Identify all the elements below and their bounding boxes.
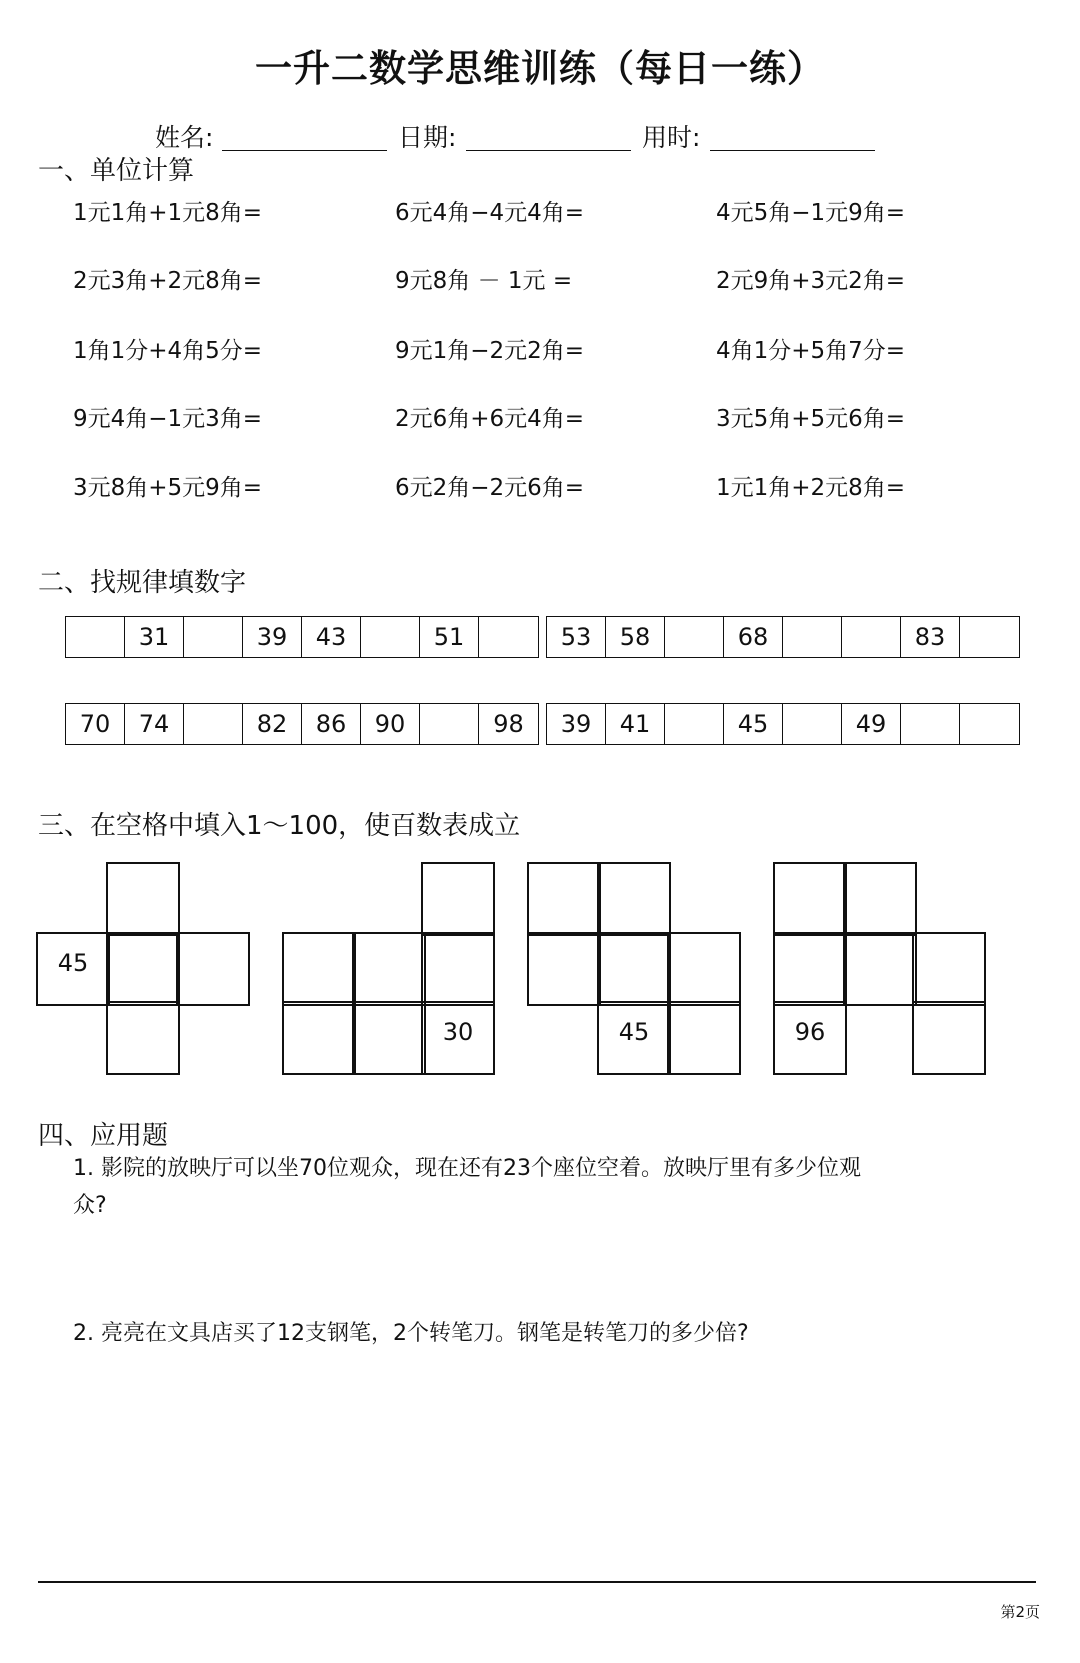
- sequence-cell[interactable]: [665, 617, 724, 657]
- calc-problem: 2元9角+3元2角=: [716, 268, 906, 294]
- section4-heading: 四、应用题: [38, 1121, 169, 1151]
- footer-divider: [38, 1581, 1036, 1583]
- calc-problem: 4角1分+5角7分=: [716, 338, 906, 364]
- sequence-cell[interactable]: 39: [547, 704, 606, 744]
- sequence-cell[interactable]: 82: [243, 704, 302, 744]
- question-1-line2: 众?: [73, 1193, 107, 1218]
- blank-cell[interactable]: [912, 1001, 986, 1075]
- blank-cell[interactable]: [912, 932, 986, 1006]
- sequence-cell[interactable]: [184, 704, 243, 744]
- blank-cell[interactable]: [106, 932, 180, 1006]
- blank-cell[interactable]: [843, 932, 917, 1006]
- calc-problem: 9元4角−1元3角=: [73, 406, 263, 432]
- blank-cell[interactable]: [597, 862, 671, 936]
- name-blank[interactable]: [222, 150, 387, 151]
- blank-cell[interactable]: [527, 862, 601, 936]
- sequence-cell[interactable]: 43: [302, 617, 361, 657]
- blank-cell[interactable]: [106, 862, 180, 936]
- sequence-cell[interactable]: [361, 617, 420, 657]
- sequence-cell[interactable]: [783, 704, 842, 744]
- blank-cell[interactable]: [773, 932, 847, 1006]
- blank-cell[interactable]: [352, 932, 426, 1006]
- sequence-cell[interactable]: [66, 617, 125, 657]
- blank-cell[interactable]: [106, 1001, 180, 1075]
- sequence-cell[interactable]: 31: [125, 617, 184, 657]
- sequence-cell[interactable]: 98: [493, 710, 524, 738]
- time-label: 用时:: [642, 123, 701, 152]
- name-label: 姓名:: [155, 123, 214, 152]
- blank-cell[interactable]: [176, 932, 250, 1006]
- blank-cell[interactable]: [773, 862, 847, 936]
- sequence-cell[interactable]: 68: [724, 617, 783, 657]
- section1-heading: 一、单位计算: [38, 156, 195, 186]
- calc-problem: 4元5角−1元9角=: [716, 200, 906, 226]
- blank-cell[interactable]: [597, 932, 671, 1006]
- number-sequence: [65, 703, 539, 745]
- calc-problem: 2元6角+6元4角=: [395, 406, 585, 432]
- blank-cell[interactable]: [667, 1001, 741, 1075]
- calc-problem: 1元1角+2元8角=: [716, 475, 906, 501]
- blank-cell[interactable]: [421, 862, 495, 936]
- calc-problem: 2元3角+2元8角=: [73, 268, 263, 294]
- calc-problem: 9元1角−2元2角=: [395, 338, 585, 364]
- number-sequence: [546, 616, 1020, 658]
- sequence-cell[interactable]: 49: [842, 704, 901, 744]
- blank-cell[interactable]: [843, 862, 917, 936]
- sequence-cell[interactable]: [184, 617, 243, 657]
- sequence-cell[interactable]: [901, 704, 960, 744]
- question-1-line1: 1. 影院的放映厅可以坐70位观众，现在还有23个座位空着。放映厅里有多少位观: [73, 1156, 861, 1181]
- calc-problem: 1元1角+1元8角=: [73, 200, 263, 226]
- calc-problem: 9元8角 － 1元 =: [395, 268, 573, 294]
- date-label: 日期:: [398, 123, 457, 152]
- given-number-cell: 30: [421, 1001, 495, 1075]
- sequence-cell[interactable]: [842, 617, 901, 657]
- blank-cell[interactable]: [282, 1001, 356, 1075]
- calc-problem: 6元2角−2元6角=: [395, 475, 585, 501]
- blank-cell[interactable]: [527, 932, 601, 1006]
- section3-heading: 三、在空格中填入1～100，使百数表成立: [38, 811, 521, 841]
- sequence-cell[interactable]: [420, 704, 479, 744]
- blank-cell[interactable]: [352, 1001, 426, 1075]
- given-number-cell: 45: [36, 932, 110, 1006]
- sequence-cell[interactable]: 41: [606, 704, 665, 744]
- sequence-cell[interactable]: 86: [302, 704, 361, 744]
- sequence-cell[interactable]: 39: [243, 617, 302, 657]
- number-sequence: [546, 703, 1020, 745]
- time-blank[interactable]: [710, 150, 875, 151]
- section2-heading: 二、找规律填数字: [38, 568, 247, 598]
- worksheet-title: 一升二数学思维训练（每日一练）: [255, 47, 825, 90]
- blank-cell[interactable]: [421, 932, 495, 1006]
- sequence-cell[interactable]: 45: [724, 704, 783, 744]
- sequence-cell[interactable]: [783, 617, 842, 657]
- given-number-cell: 45: [597, 1001, 671, 1075]
- sequence-cell[interactable]: 58: [606, 617, 665, 657]
- given-number-cell: 96: [773, 1001, 847, 1075]
- sequence-cell[interactable]: [479, 617, 538, 657]
- sequence-cell[interactable]: [960, 617, 1019, 657]
- calc-problem: 3元5角+5元6角=: [716, 406, 906, 432]
- sequence-cell[interactable]: 53: [547, 617, 606, 657]
- calc-problem: 6元4角−4元4角=: [395, 200, 585, 226]
- number-sequence: [65, 616, 539, 658]
- sequence-cell[interactable]: [960, 704, 1019, 744]
- blank-cell[interactable]: [667, 932, 741, 1006]
- sequence-cell[interactable]: [665, 704, 724, 744]
- sequence-cell[interactable]: 90: [361, 704, 420, 744]
- calc-problem: 1角1分+4角5分=: [73, 338, 263, 364]
- question-2: 2. 亮亮在文具店买了12支钢笔，2个转笔刀。钢笔是转笔刀的多少倍?: [73, 1321, 749, 1346]
- sequence-cell[interactable]: 70: [66, 704, 125, 744]
- sequence-cell[interactable]: 51: [420, 617, 479, 657]
- sequence-cell[interactable]: 83: [901, 617, 960, 657]
- blank-cell[interactable]: [282, 932, 356, 1006]
- calc-problem: 3元8角+5元9角=: [73, 475, 263, 501]
- page-number: 第2页: [1000, 1603, 1040, 1621]
- sequence-cell[interactable]: 74: [125, 704, 184, 744]
- date-blank[interactable]: [466, 150, 631, 151]
